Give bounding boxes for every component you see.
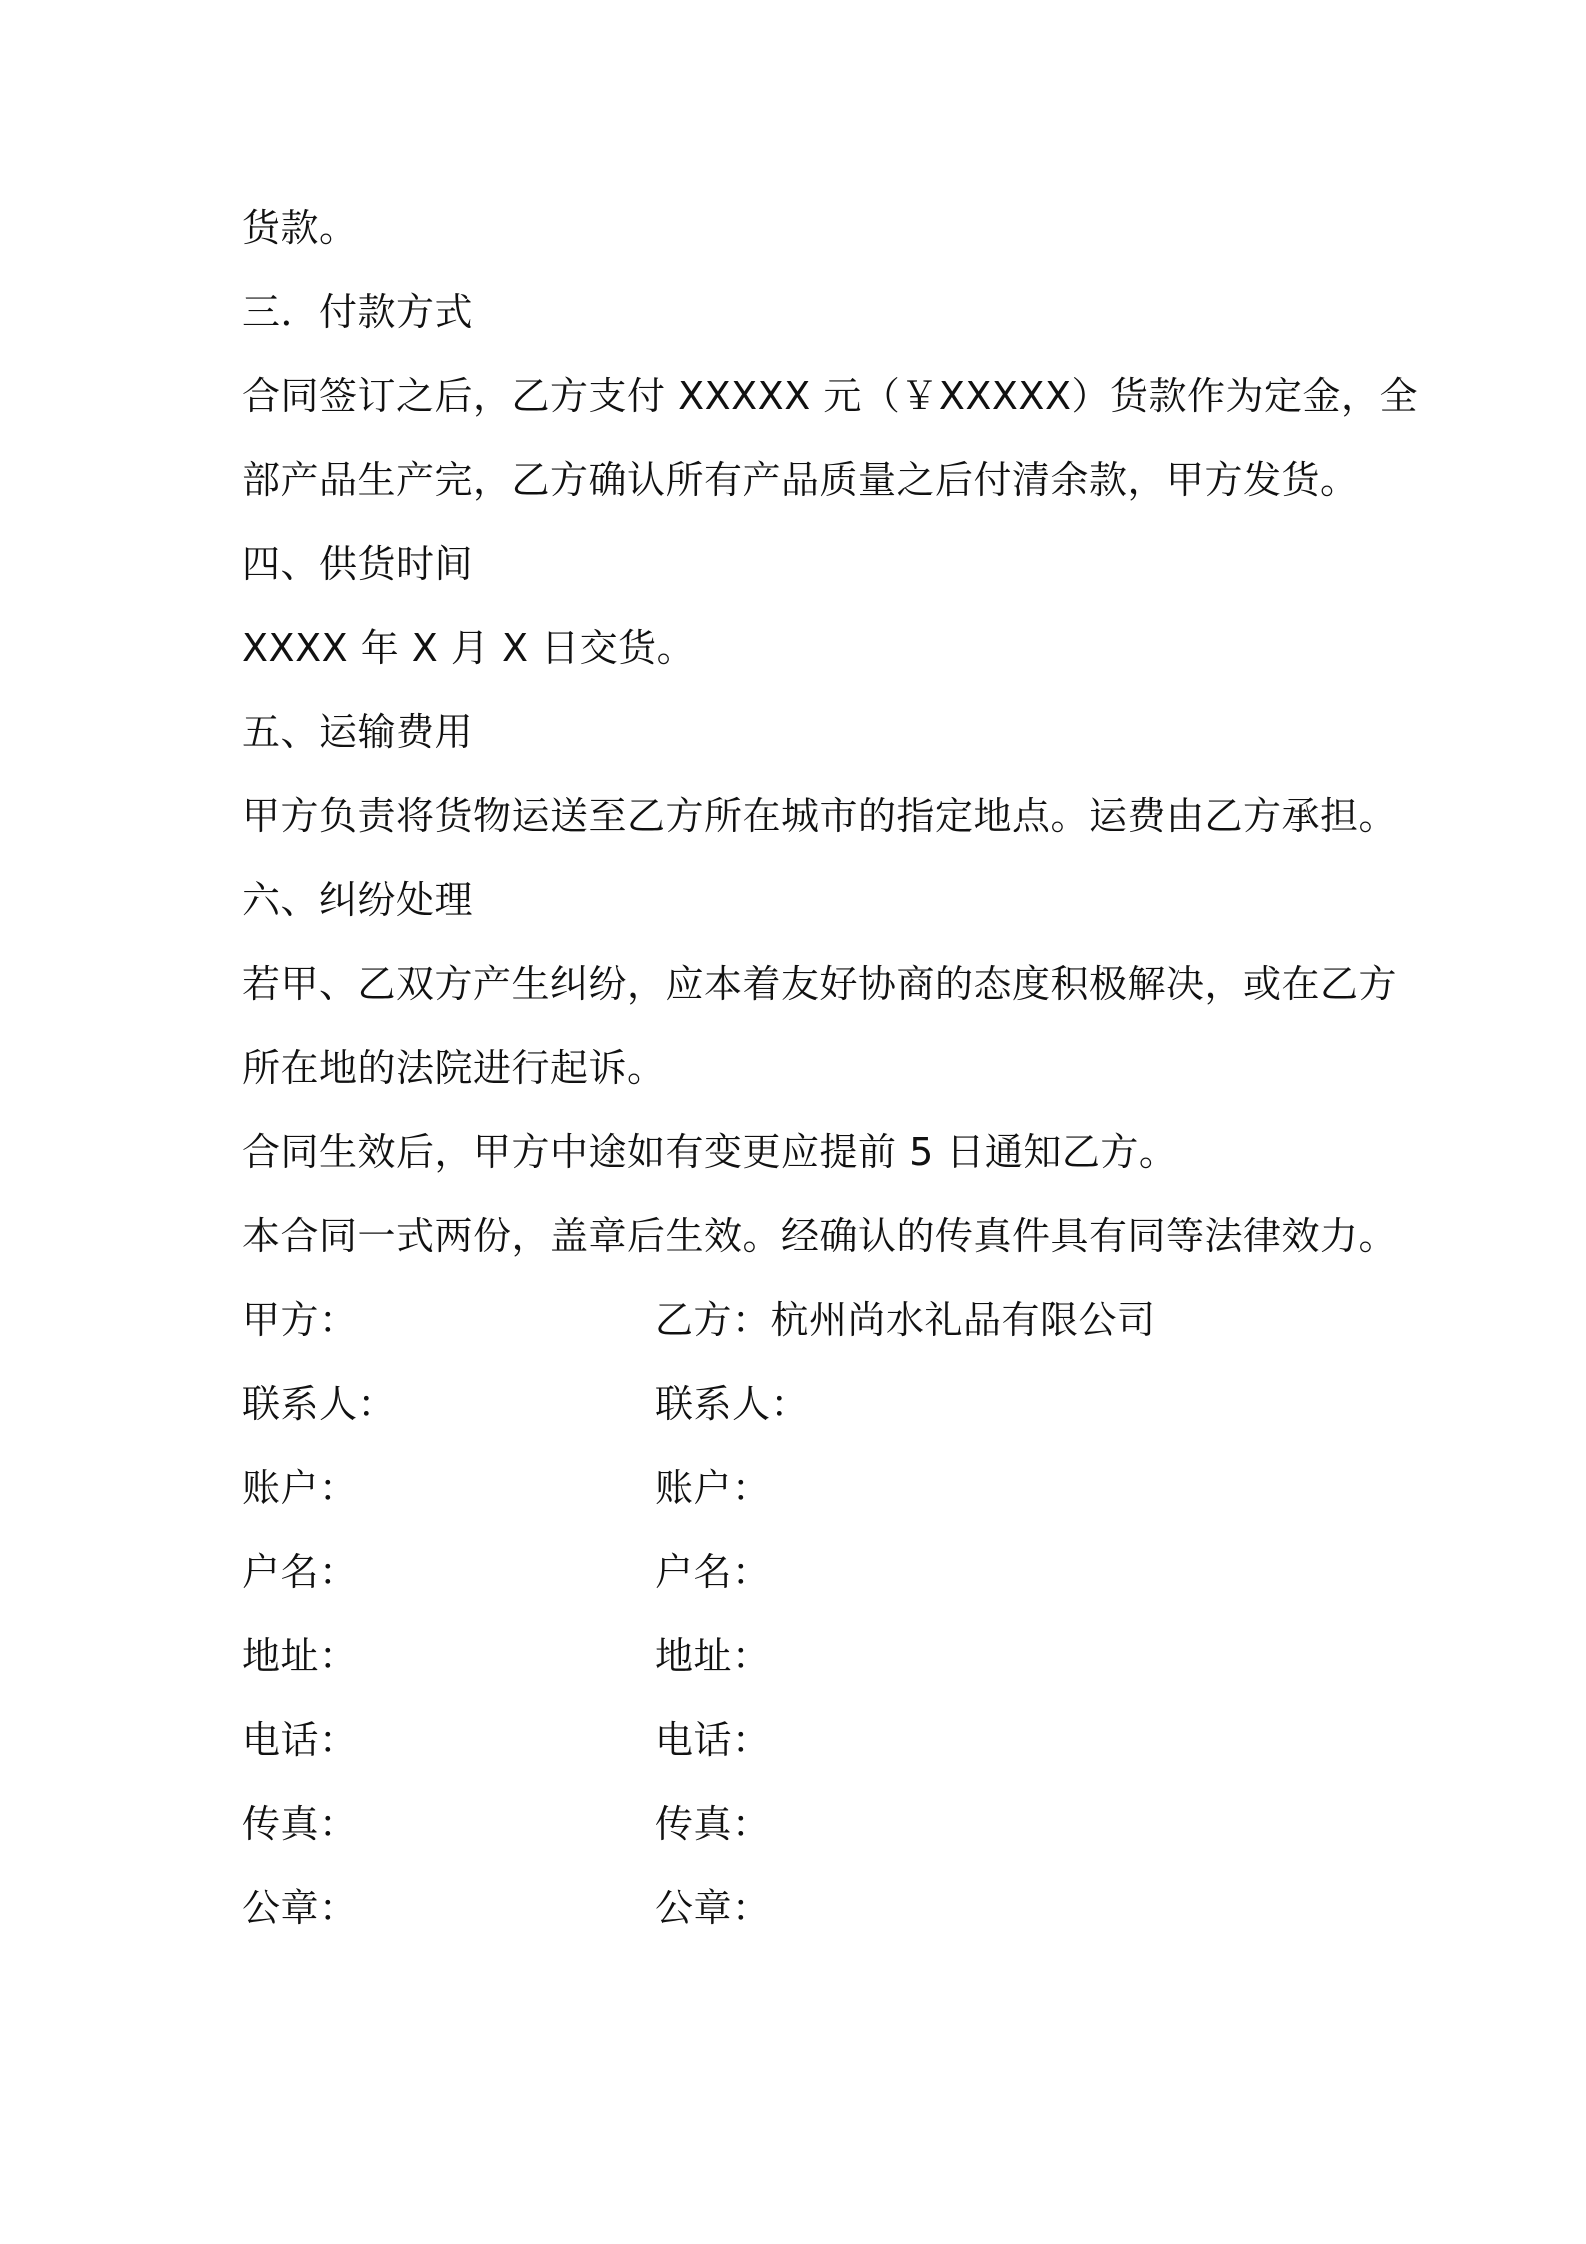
text-line: 部产品生产完，乙方确认所有产品质量之后付清余款，甲方发货。: [242, 458, 1359, 502]
text-line: XXXX 年 X 月 X 日交货。: [242, 626, 696, 670]
text-line: 合同签订之后，乙方支付 XXXXX 元（￥XXXXX）货款作为定金，全: [242, 374, 1418, 418]
text-line: 若甲、乙双方产生纠纷，应本着友好协商的态度积极解决，或在乙方: [242, 962, 1398, 1006]
text-line: 合同生效后，甲方中途如有变更应提前 5 日通知乙方。: [242, 1130, 1178, 1174]
section-heading-dispute: 六、纠纷处理: [242, 878, 474, 922]
section-heading-transport-cost: 五、运输费用: [242, 710, 474, 754]
section-heading-delivery-time: 四、供货时间: [242, 542, 474, 586]
party-b-phone: 电话：: [655, 1718, 771, 1762]
text-line: 货款。: [242, 206, 358, 250]
party-a-phone: 电话：: [242, 1718, 358, 1762]
party-b-contact: 联系人：: [655, 1382, 810, 1426]
party-a-seal: 公章：: [242, 1886, 358, 1930]
text-line: 本合同一式两份，盖章后生效。经确认的传真件具有同等法律效力。: [242, 1214, 1398, 1258]
party-a-account-name: 户名：: [242, 1550, 358, 1594]
text-line: 甲方负责将货物运送至乙方所在城市的指定地点。运费由乙方承担。: [242, 794, 1398, 838]
party-b-address: 地址：: [655, 1634, 771, 1678]
section-heading-payment: 三．付款方式: [242, 290, 474, 334]
party-b-account: 账户：: [655, 1466, 771, 1510]
party-a-label: 甲方：: [242, 1298, 358, 1342]
party-a-account: 账户：: [242, 1466, 358, 1510]
party-b-seal: 公章：: [655, 1886, 771, 1930]
party-a-address: 地址：: [242, 1634, 358, 1678]
party-b-account-name: 户名：: [655, 1550, 771, 1594]
party-b-label: 乙方：杭州尚水礼品有限公司: [655, 1298, 1156, 1342]
party-b-fax: 传真：: [655, 1802, 771, 1846]
party-a-contact: 联系人：: [242, 1382, 397, 1426]
text-line: 所在地的法院进行起诉。: [242, 1046, 666, 1090]
party-a-fax: 传真：: [242, 1802, 358, 1846]
